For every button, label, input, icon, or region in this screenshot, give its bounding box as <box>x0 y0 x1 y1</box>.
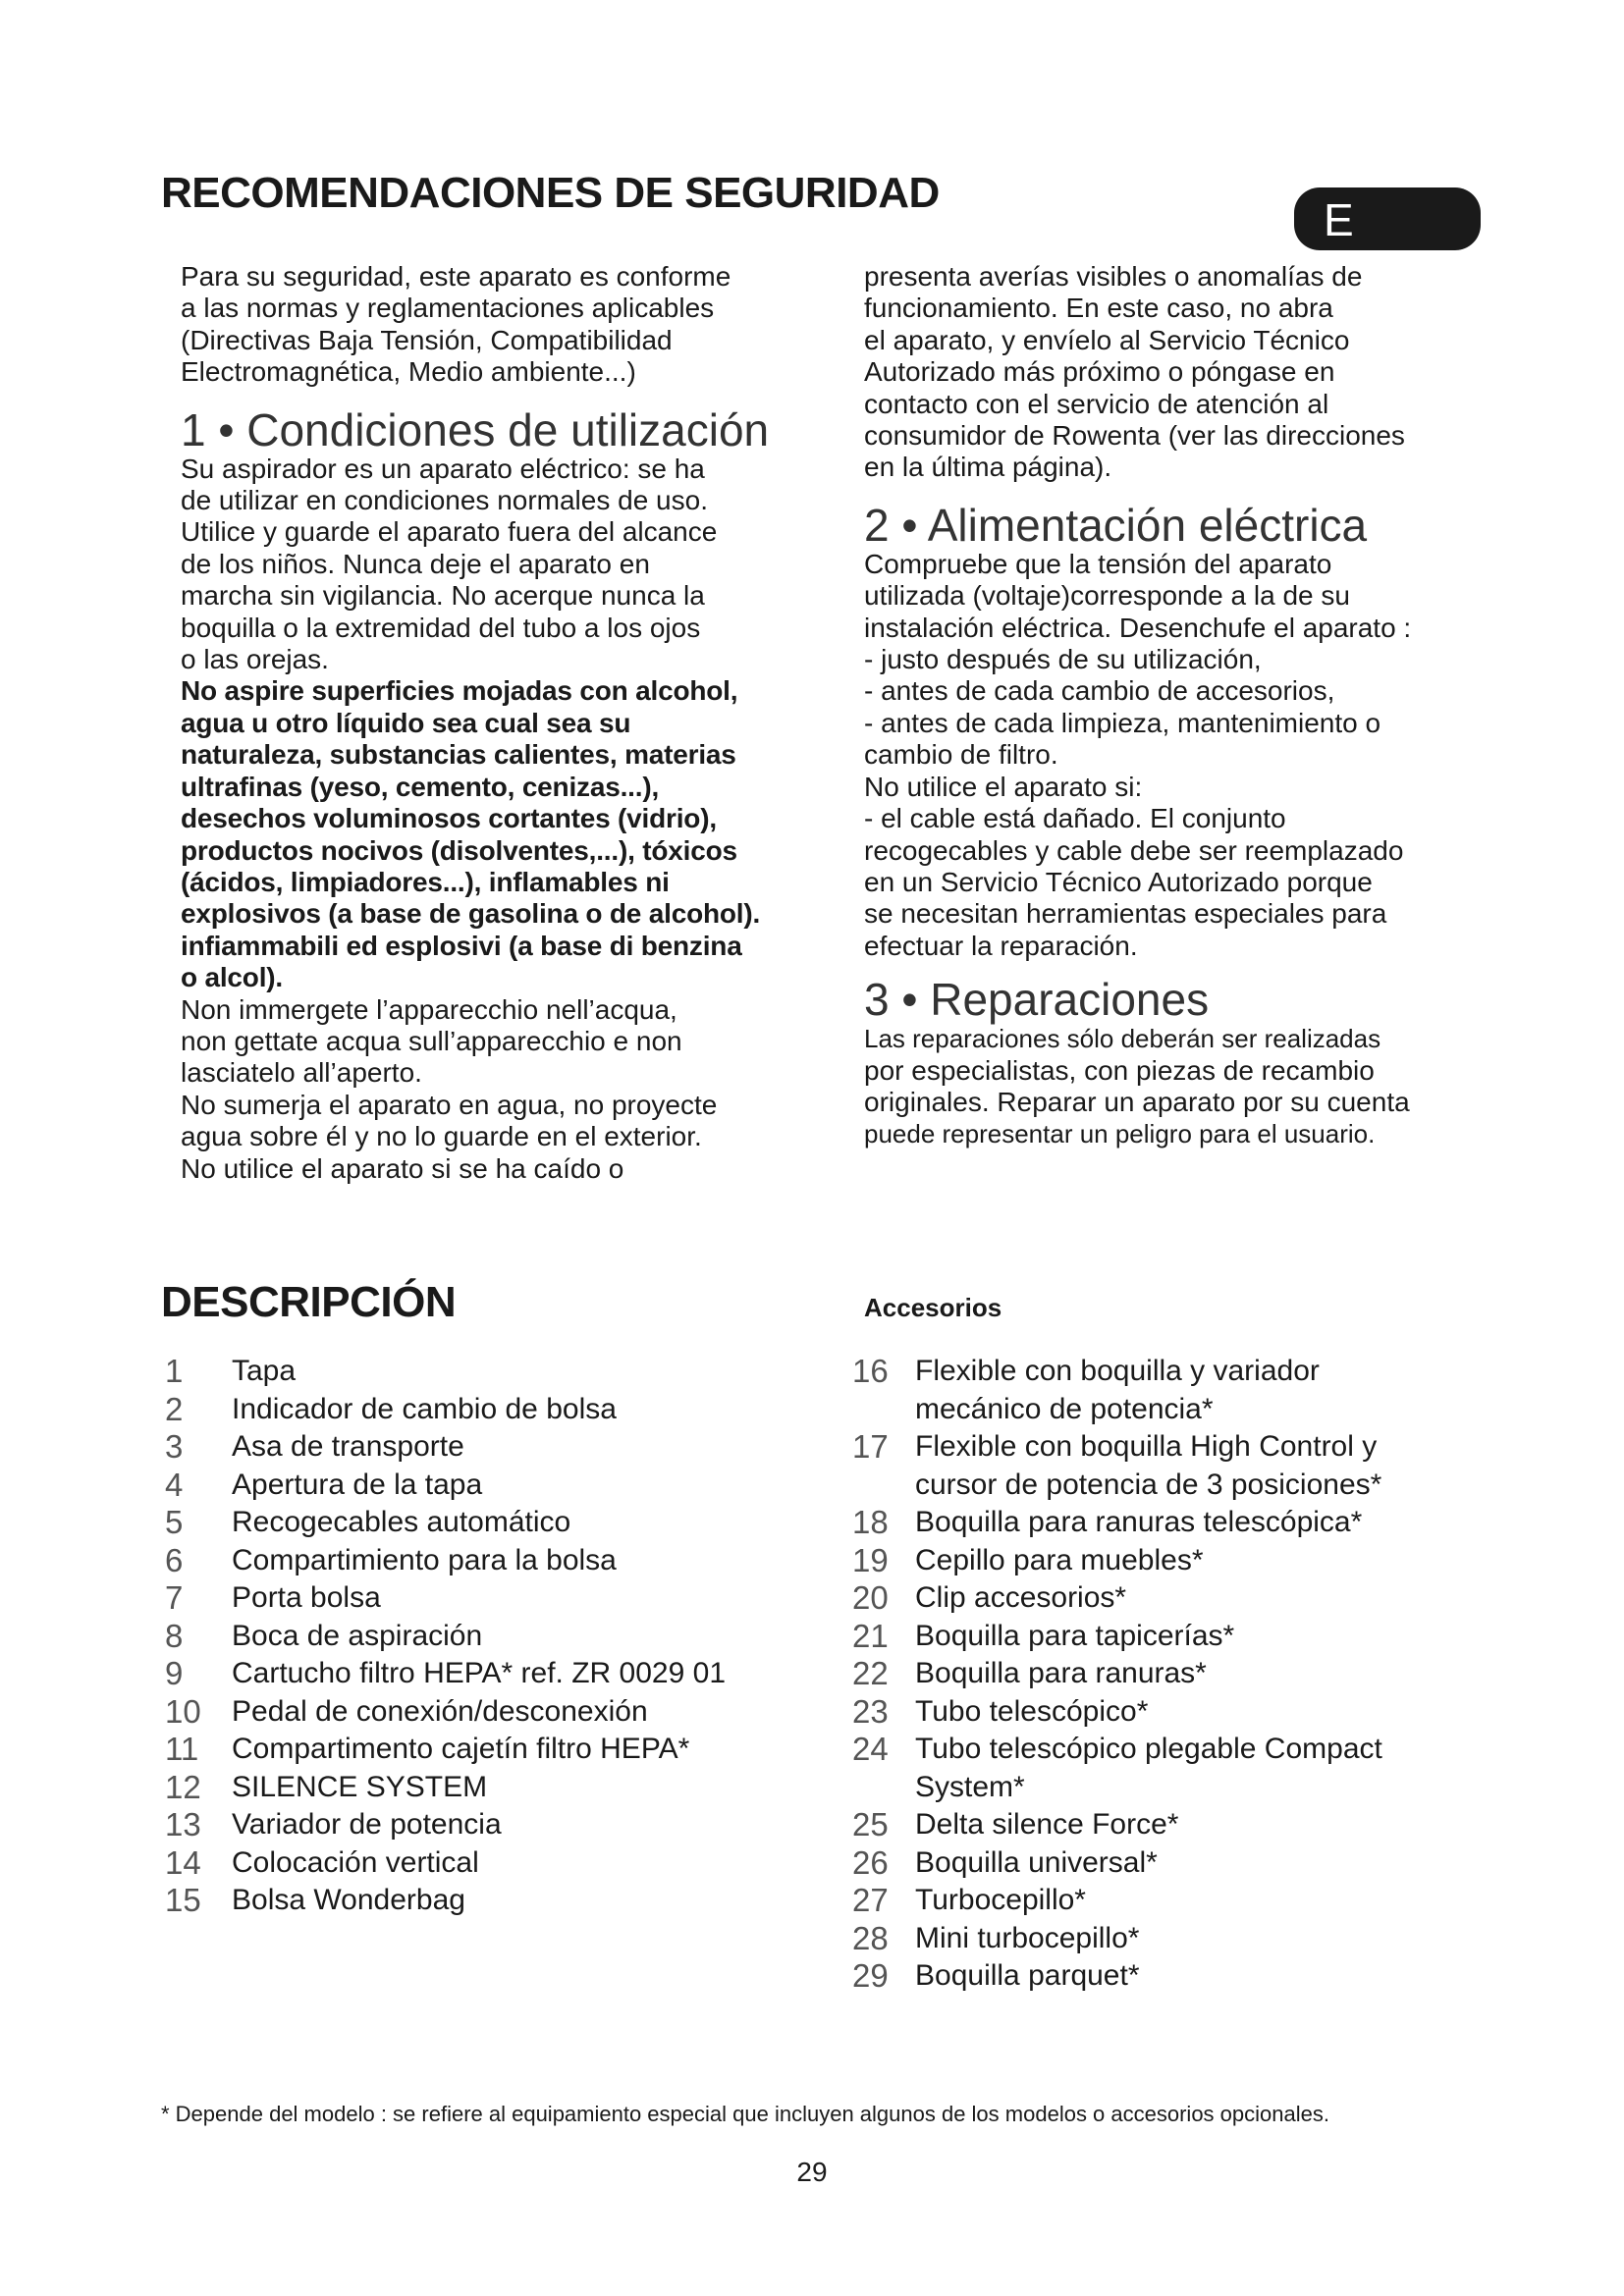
warning-line: (ácidos, limpiadores...), inflamables ni <box>181 866 670 897</box>
item-label <box>915 1655 1481 1693</box>
item-label-line: Flexible con boquilla y variador <box>915 1355 1320 1387</box>
item-number: 4 <box>165 1466 184 1503</box>
list-item <box>165 1693 793 1732</box>
item-label <box>232 1542 793 1580</box>
item-number: 22 <box>852 1655 889 1691</box>
body-line: recogecables y cable debe ser reemplazado <box>864 834 1404 866</box>
item-label-line: Compartimiento para la bolsa <box>232 1543 617 1576</box>
warning-line: infiammabili ed esplosivi (a base di benzina <box>181 930 742 961</box>
list-item <box>852 1504 1481 1542</box>
item-number: 12 <box>165 1768 201 1805</box>
item-label <box>232 1618 793 1656</box>
item-number: 17 <box>852 1428 889 1465</box>
list-item <box>852 1579 1481 1618</box>
item-label <box>915 1920 1481 1958</box>
item-number: 14 <box>165 1843 201 1881</box>
item-number: 9 <box>165 1655 184 1691</box>
list-item <box>165 1655 793 1693</box>
item-label-line: System* <box>915 1770 1025 1803</box>
item-label-line: Mini turbocepillo* <box>915 1921 1140 1954</box>
item-label-line: Indicador de cambio de bolsa <box>232 1392 617 1425</box>
list-item <box>852 1882 1481 1920</box>
item-label-line: Boquilla para ranuras* <box>915 1657 1207 1689</box>
body-line: el aparato, y envíelo al Servicio Técnico <box>864 324 1350 355</box>
item-label-line: Tubo telescópico* <box>915 1694 1149 1728</box>
warning-line: agua u otro líquido sea cual sea su <box>181 707 631 738</box>
safety-title: RECOMENDACIONES DE SEGURIDAD <box>161 169 940 217</box>
item-label-line: Delta silence Force* <box>915 1808 1179 1841</box>
warning-line: o alcol). <box>181 962 283 993</box>
body-line: o las orejas. <box>181 644 329 675</box>
item-label-line: Boquilla parquet* <box>915 1959 1140 1992</box>
item-label <box>232 1655 793 1693</box>
warning-line: desechos voluminosos cortantes (vidrio), <box>181 803 717 834</box>
list-item <box>165 1579 793 1618</box>
item-label <box>915 1618 1481 1656</box>
item-number: 23 <box>852 1692 889 1730</box>
body-line: Compruebe que la tensión del aparato <box>864 548 1332 579</box>
item-label-line: Boquilla para tapicerías* <box>915 1619 1235 1652</box>
accessories-list <box>852 1353 1481 1996</box>
item-label <box>232 1769 793 1807</box>
safety-left-column <box>181 261 809 1185</box>
item-label-line: Boca de aspiración <box>232 1619 483 1652</box>
body-line: - antes de cada cambio de accesorios, <box>864 675 1335 707</box>
item-number: 28 <box>852 1919 889 1956</box>
item-number: 21 <box>852 1617 889 1654</box>
item-label-line: Flexible con boquilla High Control y <box>915 1430 1378 1463</box>
warning-line: No aspire superficies mojadas con alcohol, <box>181 675 738 707</box>
parts-list <box>165 1353 793 1920</box>
body-line: en un Servicio Técnico Autorizado porque <box>864 866 1373 897</box>
intro-line: Electromagnética, Medio ambiente...) <box>181 356 636 388</box>
body-line: originales. Reparar un aparato por su cuenta <box>864 1086 1410 1117</box>
body-line: se necesitan herramientas especiales para <box>864 898 1387 930</box>
item-label-line: Clip accesorios* <box>915 1581 1127 1614</box>
body-line: de los niños. Nunca deje el aparato en <box>181 548 650 579</box>
item-label-line: Turbocepillo* <box>915 1884 1086 1916</box>
list-item <box>165 1844 793 1883</box>
item-number: 6 <box>165 1541 184 1578</box>
item-label <box>915 1542 1481 1580</box>
item-number: 5 <box>165 1504 184 1540</box>
item-label-line: mecánico de potencia* <box>915 1392 1214 1425</box>
item-label <box>915 1693 1481 1732</box>
item-label-line: Recogecables automático <box>232 1506 571 1538</box>
description-title: DESCRIPCIÓN <box>161 1278 457 1326</box>
section-heading-usage: 1 • Condiciones de utilización <box>181 403 770 455</box>
section-heading-power: 2 • Alimentación eléctrica <box>864 499 1368 551</box>
list-item <box>852 1844 1481 1883</box>
footnote: * Depende del modelo : se refiere al equipamiento especial que incluyen algunos de los modelos o accesorios opcionales. <box>161 2102 1329 2126</box>
item-label-line: Pedal de conexión/desconexión <box>232 1694 648 1728</box>
item-label <box>915 1882 1481 1920</box>
item-number: 2 <box>165 1390 184 1427</box>
item-label <box>232 1467 793 1505</box>
body-line: por especialistas, con piezas de recambio <box>864 1054 1375 1086</box>
body-line: consumidor de Rowenta (ver las direcciones <box>864 420 1405 452</box>
body-line: non gettate acqua sull’apparecchio e non <box>181 1025 682 1056</box>
item-label <box>915 1579 1481 1618</box>
item-label <box>915 1428 1481 1504</box>
item-label-line: Variador de potencia <box>232 1808 502 1841</box>
body-line: puede representar un peligro para el usuario. <box>864 1119 1376 1149</box>
body-line: Las reparaciones sólo deberán ser realizadas <box>864 1024 1381 1054</box>
list-item <box>165 1882 793 1920</box>
list-item <box>852 1618 1481 1656</box>
item-number: 27 <box>852 1882 889 1918</box>
warning-line: ultrafinas (yeso, cemento, cenizas...), <box>181 771 660 802</box>
list-item <box>165 1353 793 1391</box>
body-line: - justo después de su utilización, <box>864 644 1262 675</box>
list-item <box>165 1504 793 1542</box>
body-line: marcha sin vigilancia. No acerque nunca la <box>181 580 705 612</box>
item-number: 3 <box>165 1428 184 1465</box>
item-label-line: Tubo telescópico plegable Compact <box>915 1733 1382 1765</box>
item-label <box>232 1806 793 1844</box>
item-number: 25 <box>852 1806 889 1842</box>
item-label <box>232 1391 793 1429</box>
item-number: 7 <box>165 1579 184 1616</box>
item-label-line: Boquilla universal* <box>915 1845 1158 1879</box>
item-number: 15 <box>165 1882 201 1918</box>
list-item <box>165 1806 793 1844</box>
intro-line: Para su seguridad, este aparato es conforme <box>181 261 731 292</box>
item-label <box>915 1353 1481 1428</box>
body-line: Non immergete l’apparecchio nell’acqua, <box>181 993 677 1025</box>
body-line: agua sobre él y no lo guarde en el exterior. <box>181 1121 702 1152</box>
item-label-line: Apertura de la tapa <box>232 1468 483 1501</box>
item-label <box>915 1731 1481 1806</box>
body-line: Autorizado más próximo o póngase en <box>864 356 1335 388</box>
language-tab <box>1294 187 1481 250</box>
warning-line: explosivos (a base de gasolina o de alcohol). <box>181 898 761 930</box>
item-label <box>232 1731 793 1769</box>
body-line: boquilla o la extremidad del tubo a los ojos <box>181 612 701 643</box>
item-number: 18 <box>852 1504 889 1540</box>
item-label <box>915 1806 1481 1844</box>
list-item <box>165 1428 793 1467</box>
item-label <box>915 1844 1481 1883</box>
item-label-line: Bolsa Wonderbag <box>232 1884 465 1916</box>
list-item <box>165 1391 793 1429</box>
list-item <box>852 1655 1481 1693</box>
body-line: utilizada (voltaje)corresponde a la de su <box>864 580 1350 612</box>
item-number: 19 <box>852 1541 889 1578</box>
item-number: 10 <box>165 1692 201 1730</box>
page-number: 29 <box>796 2157 828 2187</box>
item-label <box>232 1353 793 1391</box>
body-line: No sumerja el aparato en agua, no proyecte <box>181 1089 718 1120</box>
item-label-line: Porta bolsa <box>232 1581 381 1614</box>
item-label-line: Cepillo para muebles* <box>915 1543 1204 1576</box>
item-label <box>915 1504 1481 1542</box>
item-label <box>232 1882 793 1920</box>
body-line: efectuar la reparación. <box>864 930 1138 961</box>
item-number: 29 <box>852 1957 889 1994</box>
list-item <box>852 1731 1481 1806</box>
intro-line: a las normas y reglamentaciones aplicables <box>181 293 715 324</box>
body-line: - el cable está dañado. El conjunto <box>864 803 1286 834</box>
item-label <box>232 1579 793 1618</box>
list-item <box>852 1920 1481 1958</box>
body-line: contacto con el servicio de atención al <box>864 388 1329 419</box>
item-label-line: Colocación vertical <box>232 1845 479 1879</box>
item-label <box>232 1504 793 1542</box>
item-label <box>232 1844 793 1883</box>
body-line: No utilice el aparato si se ha caído o <box>181 1152 624 1184</box>
body-line: cambio de filtro. <box>864 739 1058 771</box>
accessories-heading: Accesorios <box>864 1293 1002 1322</box>
language-tab-label: E <box>1324 194 1354 245</box>
list-item <box>165 1467 793 1505</box>
warning-line: naturaleza, substancias calientes, materias <box>181 739 736 771</box>
list-item <box>852 1957 1481 1996</box>
body-line: lasciatelo all’aperto. <box>181 1057 422 1089</box>
item-label-line: Asa de transporte <box>232 1430 464 1463</box>
list-item <box>165 1769 793 1807</box>
body-line: Su aspirador es un aparato eléctrico: se ha <box>181 453 705 484</box>
item-number: 16 <box>852 1353 889 1389</box>
body-line: Utilice y guarde el aparato fuera del alcance <box>181 516 718 548</box>
list-item <box>852 1806 1481 1844</box>
intro-line: (Directivas Baja Tensión, Compatibilidad <box>181 324 673 355</box>
body-line: presenta averías visibles o anomalías de <box>864 261 1363 292</box>
item-number: 8 <box>165 1617 184 1654</box>
item-number: 11 <box>165 1731 199 1767</box>
item-label-line: Compartimento cajetín filtro HEPA* <box>232 1733 690 1765</box>
list-item <box>165 1542 793 1580</box>
item-label-line: Cartucho filtro HEPA* ref. ZR 0029 01 <box>232 1657 726 1689</box>
item-number: 1 <box>165 1353 184 1389</box>
list-item <box>165 1618 793 1656</box>
list-item <box>852 1353 1481 1428</box>
section-heading-repairs: 3 • Reparaciones <box>864 974 1210 1026</box>
item-number: 26 <box>852 1843 889 1881</box>
item-label-line: Tapa <box>232 1355 297 1387</box>
body-line: No utilice el aparato si: <box>864 771 1143 802</box>
list-item <box>852 1693 1481 1732</box>
item-label-line: cursor de potencia de 3 posiciones* <box>915 1468 1382 1501</box>
list-item <box>165 1731 793 1769</box>
item-label-line: Boquilla para ranuras telescópica* <box>915 1506 1363 1538</box>
item-label <box>232 1693 793 1732</box>
list-item <box>852 1542 1481 1580</box>
item-number: 20 <box>852 1579 889 1616</box>
body-line: funcionamiento. En este caso, no abra <box>864 293 1333 324</box>
body-line: - antes de cada limpieza, mantenimiento o <box>864 707 1381 738</box>
item-label <box>915 1957 1481 1996</box>
body-line: en la última página). <box>864 452 1112 483</box>
body-line: instalación eléctrica. Desenchufe el aparato : <box>864 612 1412 643</box>
item-number: 24 <box>852 1731 889 1767</box>
item-label-line: SILENCE SYSTEM <box>232 1770 488 1803</box>
body-line: de utilizar en condiciones normales de uso. <box>181 485 708 516</box>
item-label <box>232 1428 793 1467</box>
list-item <box>852 1428 1481 1504</box>
warning-line: productos nocivos (disolventes,...), tóxicos <box>181 834 737 866</box>
item-number: 13 <box>165 1806 201 1842</box>
safety-right-column <box>864 261 1492 1150</box>
